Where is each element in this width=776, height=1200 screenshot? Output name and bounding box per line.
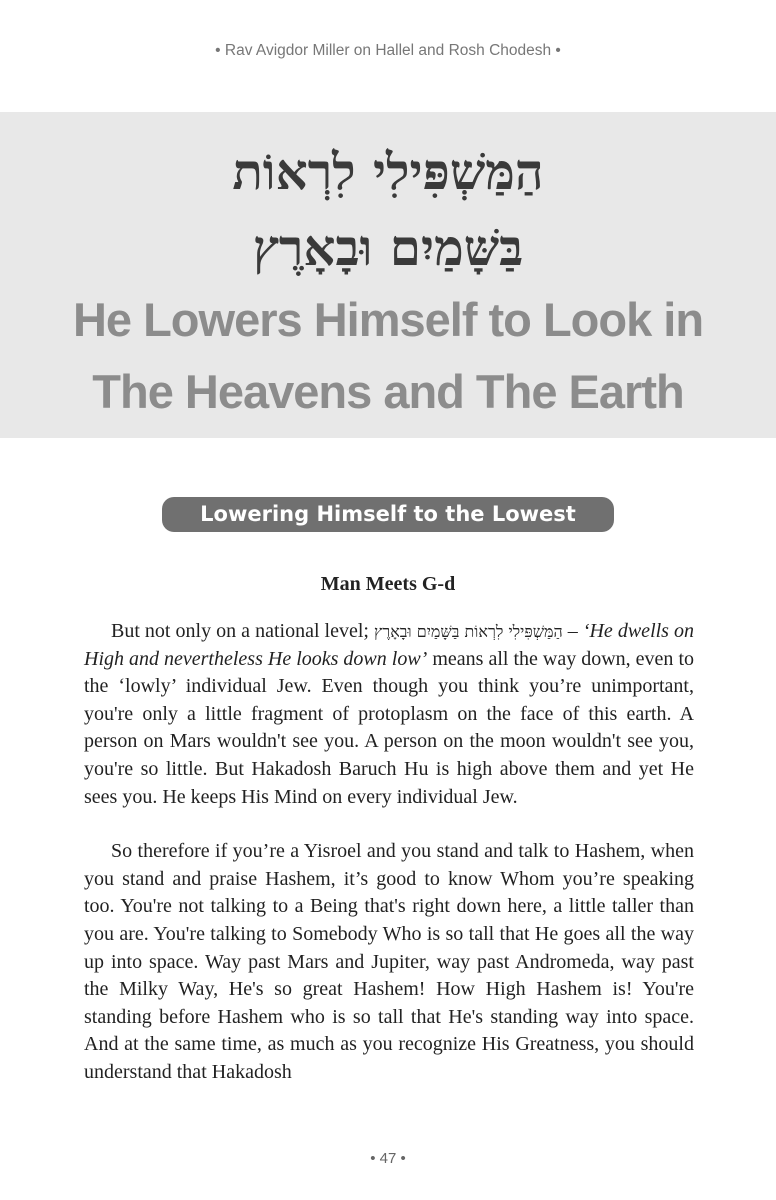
hebrew-line-2: בַּשָּׁמַיִם וּבָאָרֶץ — [252, 218, 524, 277]
hebrew-line-1: הַמַּשְׁפִּילִי לִרְאוֹת — [232, 142, 544, 201]
paragraph-2: So therefore if you’re a Yisroel and you stand and talk to Hashem, when you stand and praise Hashem, it’s good to know Whom you’re speaking too. You're not talking to a Being that's right down here, a little taller than you are. You're talking to Somebody Who is so tall that He goes all the way up into space. Way past Mars and Jupiter, way past Andromeda, way past the Milky Way, He's so great Hashem! How High Hashem is! You're standing before Hashem who is so tall that He's standing way into space. And at the same time, as much as you recognize His Greatness, you should understand that Hakadosh — [84, 840, 694, 1083]
subheading: Man Meets G-d — [320, 573, 456, 595]
chapter-hebrew-title — [0, 134, 776, 286]
paragraph-intro: But not only on a national level; — [111, 620, 374, 642]
section-title-pill: Lowering Himself to the Lowest — [162, 497, 614, 532]
paragraph-1 — [84, 618, 694, 811]
italic-translation: ‘He dwells on High and nevertheless He looks down low’ — [84, 620, 694, 670]
paragraph-rest: means all the way down, even to the ‘lowly’ individual Jew. Even though you think you’re unimportant, you're only a little fragment of protoplasm on the face of this earth. A person on Mars wouldn't see you. A person on the moon wouldn't see you, you're so little. But Hakadosh Baruch Hu is high above them and yet He sees you. He keeps His Mind on every individual Jew. — [84, 647, 695, 808]
running-head: • Rav Avigdor Miller on Hallel and Rosh Chodesh • — [215, 42, 561, 59]
body-text — [84, 618, 694, 1114]
title-line-1: He Lowers Himself to Look in — [72, 293, 704, 346]
page-number: • 47 • — [370, 1150, 406, 1167]
dash: – — [562, 620, 583, 642]
hebrew-quote: הַמַּשְׁפִּילִי לִרְאוֹת בַּשָּׁמַיִם וּבָאָרֶץ — [374, 622, 563, 641]
title-line-2: The Heavens and The Earth — [92, 365, 684, 418]
chapter-header-band — [0, 112, 776, 438]
chapter-title — [0, 284, 776, 428]
